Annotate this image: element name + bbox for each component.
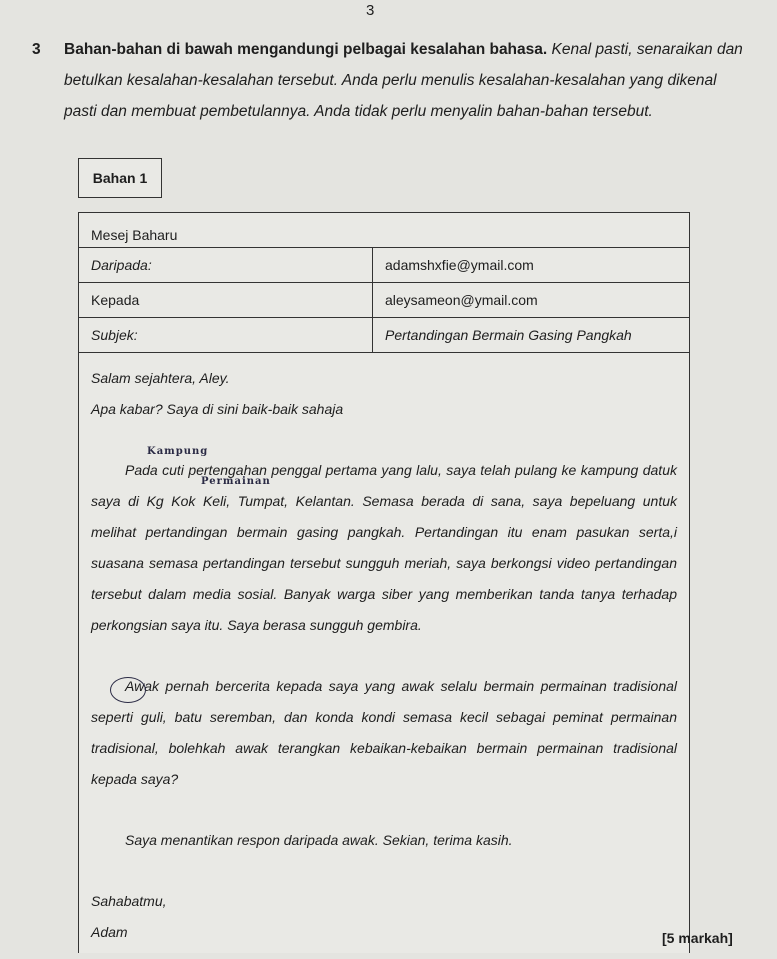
email-body	[79, 353, 689, 948]
from-label: Daripada:	[79, 248, 373, 282]
handwritten-note-kampung: Kampung	[147, 446, 209, 457]
from-row	[79, 248, 689, 283]
email-title: Mesej Baharu	[91, 227, 178, 243]
sender-name: Adam	[91, 924, 128, 940]
email-message	[78, 212, 690, 953]
question-rest: Kenal pasti, senaraikan dan betulkan kesalahan-kesalahan tersebut. Anda perlu menulis kesalahan-kesalahan yang dikenal pasti dan membuat pembetulannya. Anda tidak perlu menyalin bahan-bahan tersebut.	[64, 41, 743, 120]
marks: [5 markah]	[662, 930, 733, 946]
subject-value: Pertandingan Bermain Gasing Pangkah	[385, 327, 632, 343]
to-row	[79, 283, 689, 318]
closing-line: Saya menantikan respon daripada awak. Sekian, terima kasih.	[125, 832, 513, 848]
handwritten-note-permainan: Permainan	[201, 476, 271, 487]
handwritten-circle	[110, 677, 146, 703]
bahan-label: Bahan 1	[78, 158, 162, 198]
paragraph-2: Awak pernah bercerita kepada saya yang awak selalu bermain permainan tradisional seperti guli, batu seremban, dan konda kondi semasa kecil sebagai peminat permainan tradisional, bolehkah awak terangkan kebaikan-kebaikan bermain permainan tradisional kepada saya?	[91, 678, 677, 787]
page-number: 3	[366, 2, 375, 19]
email-title-row	[79, 213, 689, 248]
question-instruction	[64, 34, 752, 127]
from-value: adamshxfie@ymail.com	[385, 257, 534, 273]
paragraph-1: Pada cuti pertengahan penggal pertama yang lalu, saya telah pulang ke kampung datuk saya di Kg Kok Keli, Tumpat, Kelantan. Semasa berada di sana, saya bepeluang untuk melihat pertandingan bermain gasing pangkah. Pertandingan itu enam pasukan serta,i suasana semasa pertandingan tersebut sungguh meriah, saya berkongsi video pertandingan tersebut dalam media sosial. Banyak warga siber yang memberikan tanda tanya terhadap perkongsian saya itu. Saya berasa sungguh gembira.	[91, 462, 677, 633]
question-number: 3	[32, 41, 41, 58]
greeting: Salam sejahtera, Aley.	[91, 370, 230, 386]
to-value: aleysameon@ymail.com	[385, 292, 538, 308]
subject-row	[79, 318, 689, 353]
to-label: Kepada	[79, 283, 373, 317]
opening-line: Apa kabar? Saya di sini baik-baik sahaja	[91, 401, 344, 417]
question-lead: Bahan-bahan di bawah mengandungi pelbagai kesalahan bahasa.	[64, 41, 548, 58]
question-3	[32, 34, 752, 127]
subject-label: Subjek:	[79, 318, 373, 352]
signoff: Sahabatmu,	[91, 893, 167, 909]
